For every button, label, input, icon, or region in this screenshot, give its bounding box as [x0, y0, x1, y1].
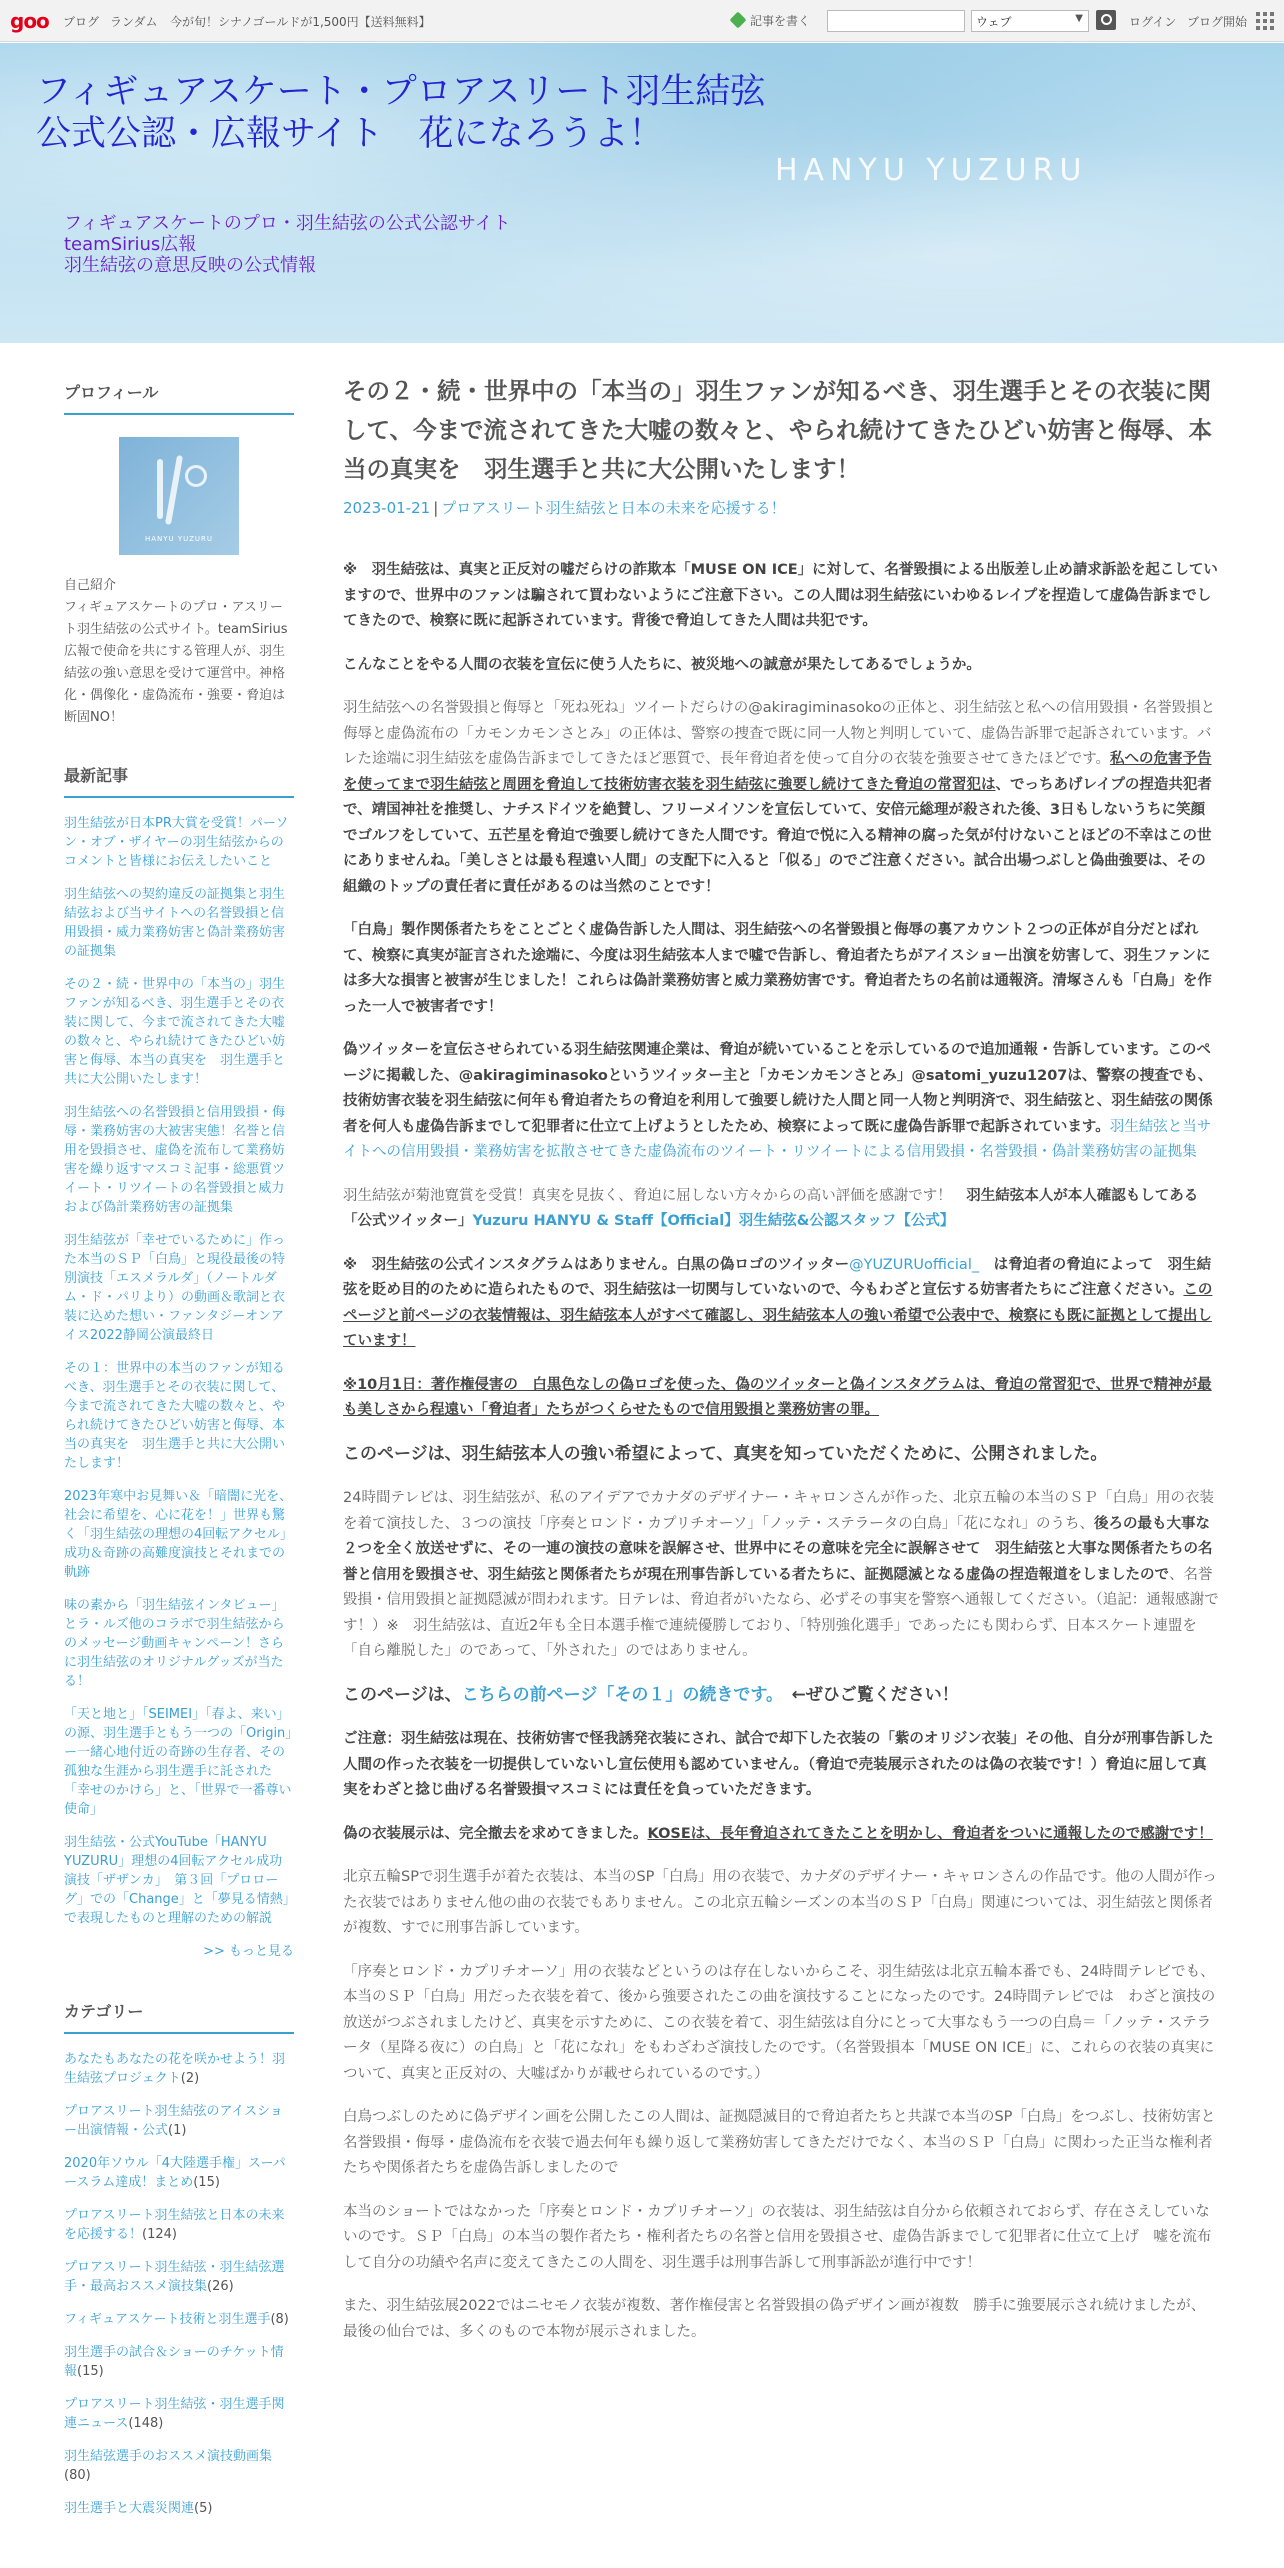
list-item — [64, 1103, 294, 1217]
emphasis-text: 偽ツイッターを宣伝させられている羽生結弦関連企業は、脅迫が続いていることを示しているので追加通報・告訴しています。このページに掲載した、@akiragiminasokoというツイッター主と「カモンカモンさとみ」@satomi_yuzu1207は、警察の捜査でも、技術妨害衣装を羽生結弦に何年も脅迫者たちの脅迫を利用して強要し続けた人間と同一人物と判明済で、羽生結弦と、羽生結弦の関係者を何人も虚偽告訴までして犯罪者に仕立て上げようとしたため、検察によって既に虚偽告訴罪で起訴されています。 — [343, 1042, 1213, 1135]
avatar-caption: HANYU YUZURU — [144, 535, 214, 543]
category-link[interactable]: 羽生選手と大震災関連 — [64, 2501, 195, 2516]
category-link[interactable]: プロアスリート羽生結弦・羽生選手関連ニュース — [64, 2397, 285, 2431]
list-item — [64, 1487, 294, 1582]
emphasis-heading: このページは、 — [343, 1684, 462, 1705]
list-item — [64, 1596, 294, 1691]
emphasis-heading: ←ぜひご覧ください！ — [774, 1684, 959, 1705]
list-item — [64, 2258, 294, 2296]
category-count: (1) — [168, 2123, 187, 2138]
body-text: 羽生結弦が菊池寛賞を受賞！真実を見抜く、脅迫に屈しない方々からの高い評価を感謝です！ — [343, 1187, 967, 1204]
emphasis-text: ご注意：羽生結弦は現在、技術妨害で怪我誘発衣装にされ、試合で却下した衣装の「紫のオリジン衣装」その他、自分が刑事告訴した人間の作った衣装を一切提供していないし宣伝使用も認めていません。（脅迫で売装展示されたのは偽の衣装です！）脅迫に屈して真実をわざと捻じ曲げる名誉毀損マスコミには責任を負っていただきます。 — [343, 1731, 1214, 1798]
category-count: (2) — [180, 2071, 200, 2086]
paragraph — [343, 1486, 1219, 1665]
paragraph — [343, 2200, 1219, 2277]
paragraph — [343, 1865, 1219, 1942]
profile-heading: プロフィール — [64, 380, 294, 415]
profile-text: 自己紹介 フィギュアスケートのプロ・アスリート羽生結弦の公式サイト。teamSirius広報で使命を共にする管理人が、羽生結弦の強い意思を受けて運営中。神格化・偶像化・虚偽流布・強要・脅迫は断固NO！ — [64, 578, 288, 725]
paragraph — [343, 1184, 1219, 1235]
notice-text: ※ 羽生結弦は、真実と正反対の嘘だらけの詐欺本「MUSE ON ICE」に対して、名誉毀損による出版差し止め請求訴訟を起こしていますので、世界中のファンは騙されて買わないようにご注意下さい。この人間は羽生結弦にいわゆるレイプを捏造して虚偽告訴までしてきたので、検察に既に起訴されています。背後で脅迫してきた人間は共犯です。 — [343, 562, 1218, 629]
search-scope-value: ウェブ — [976, 15, 1012, 29]
emphasis-text: このページと前ページの衣装情報は、羽生結弦本人がすべて確認し、羽生結弦本人の強い希望で公表中で、検察にも既に証拠として提出しています！ — [343, 1282, 1213, 1349]
official-twitter-link[interactable]: Yuzuru HANYU & Staff【Official】羽生結弦&公認スタッフ【公式】 — [472, 1213, 955, 1229]
header-description-2: teamSirius広報 — [64, 234, 197, 255]
evidence-link[interactable]: 羽生結弦と当サイトへの信用毀損・業務妨害を拡散させてきた虚偽流布のツイート・リツイートによる信用毀損・名誉毀損・偽計業務妨害の証拠集 — [343, 1118, 1212, 1160]
search-scope-select[interactable] — [971, 10, 1089, 32]
global-topbar — [0, 0, 1284, 42]
header-description-3: 羽生結弦の意思反映の公式情報 — [64, 255, 316, 276]
body-text: 羽生結弦への名誉毀損と侮辱と「死ね死ね」ツイートだらけの@akiragiminasokoの正体と、羽生結弦と私への信用毀損・名誉毀損と侮辱と虚偽流布の「カモンカモンさとみ」の正体は、警察の捜査で既に同一人物と判明していて、虚偽告訴罪で起訴されています。バレた途端に羽生結弦を虚偽告訴までしてきたほど悪質で、長年脅迫者を使って自分の衣装を強要させてきたほどです。 — [343, 700, 1216, 767]
category-link[interactable]: 羽生結弦選手のおススメ演技動画集 — [64, 2449, 273, 2464]
paragraph — [343, 2105, 1219, 2182]
recent-article-link[interactable]: 味の素から「羽生結弦インタビュー」とラ・ルズ他のコラボで羽生結弦からのメッセージ動画キャンペーン！さらに羽生結弦のオリジナルグッズが当たる！ — [64, 1598, 285, 1689]
recent-article-link[interactable]: その１：世界中の本当のファンが知るべき、羽生選手とその衣装に関して、今まで流されてきた大嘘の数々と、やられ続けてきたひどい妨害と侮辱、本当の真実を 羽生選手と共に大公開いたします！ — [64, 1361, 286, 1471]
previous-page-link[interactable]: こちらの前ページ「その１」の続きです。 — [461, 1684, 775, 1705]
post-date-link[interactable]: 2023-01-21 — [343, 499, 431, 517]
sidebar — [64, 380, 294, 2532]
emphasis-text: KOSEは、長年脅迫されてきたことを明かし、脅迫者をついに通報したので感謝です！ — [647, 1825, 1213, 1842]
category-count: (148) — [128, 2416, 164, 2431]
emphasis-text: 、でっちあげレイプの捏造共犯者で、靖国神社を推奨し、ナチスドイツを絶賛し、フリーメイソンを宣伝していて、安倍元総理が殺された後、3日もしないうちに笑顔でゴルフをしていて、五芒星を脅迫で強要し続けてきた人間です。脅迫で悦に入る精神の腐った気が付けないことほどの不幸はこの世にありませんね。「美しさとは最も程遠い人間」の支配下に入ると「似る」のでご注意ください。試合出場つぶしと偽曲強要は、その組織のトップの責任者に責任があるのは当然のことです！ — [343, 776, 1212, 895]
category-link[interactable]: プロアスリート羽生結弦と日本の未来を応援する！ — [64, 2208, 285, 2242]
list-item — [64, 1359, 294, 1473]
blog-header — [0, 43, 1284, 343]
recent-heading: 最新記事 — [64, 763, 294, 798]
category-list — [64, 2050, 294, 2518]
body-text: 24時間テレビは、羽生結弦が、私のアイデアでカナダのデザイナー・キャロンさんが作った、北京五輪の本当のＳＰ「白鳥」用の衣装を着て演技した、３つの演技「序奏とロンド・カプリチオーソ」「ノッテ・ステラータの白鳥」「花になれ」のうち、 — [343, 1490, 1215, 1532]
paragraph — [343, 1727, 1219, 1804]
article — [343, 372, 1219, 2345]
list-item — [64, 2447, 294, 2485]
write-article-label: 記事を書く — [750, 14, 811, 28]
recent-article-link[interactable]: その２・続・世界中の「本当の」羽生ファンが知るべき、羽生選手とその衣装に関して、今まで流されてきた大嘘の数々と、やられ続けてきたひどい妨害と侮辱、本当の真実を 羽生選手と共に大公開いたします！ — [64, 977, 286, 1087]
list-item — [64, 1705, 294, 1819]
paragraph — [343, 1038, 1219, 1166]
pen-icon — [730, 12, 747, 29]
emphasis-heading: このページは、羽生結弦本人の強い希望によって、真実を知っていただくために、公開されました。 — [343, 1443, 1108, 1464]
search-input[interactable] — [827, 10, 965, 32]
list-item — [64, 1231, 294, 1345]
category-count: (15) — [77, 2364, 104, 2379]
paragraph — [343, 1960, 1219, 2088]
list-item — [64, 2395, 294, 2433]
emphasis-text: 「白鳥」製作関係者たちをことごとく虚偽告訴した人間は、羽生結弦への名誉毀損と侮辱の裏アカウント２つの正体が自分だとばれて、検察に真実が証言された途端に、今度は羽生結弦本人まで嘘で告訴し、脅迫者たちがアイスショー出演を妨害して、羽生ファンには多大な損害と被害が生じました！これらは偽計業務妨害と威力業務妨害です。脅迫者たちの名前は通報済。清塚さんも「白鳥」を作った一人で被害者です！ — [343, 922, 1212, 1015]
post-category-link[interactable]: プロアスリート羽生結弦と日本の未来を応援する！ — [441, 499, 786, 517]
recent-article-link[interactable]: 羽生結弦が「幸せでいるために」作った本当のＳＰ「白鳥」と現役最後の特別演技「エスメラルダ」（ノートルダム・ド・パリより）の動画＆歌詞と衣装に込めた想い・ファンタジーオンアイス2022静岡公演最終日 — [64, 1233, 286, 1343]
body-text: また、羽生結弦展2022ではニセモノ衣装が複数、著作権侵害と名誉毀損の偽デザイン画が複数 勝手に強要展示され続けましたが、最後の仙台では、多くのもので本物が展示されました。 — [343, 2298, 1206, 2340]
emphasis-text: 偽の衣装展示は、完全撤去を求めてきました。 — [343, 1825, 648, 1842]
category-heading: カテゴリー — [64, 1999, 294, 2034]
emphasis-text: 私への危害予告を使ってまで羽生結弦と周囲を脅迫して技術妨害衣装を羽生結弦に強要し続けてきた脅迫の常習犯は — [343, 751, 1212, 793]
login-link[interactable]: ログイン — [1129, 15, 1177, 29]
more-articles-link[interactable]: >> もっと見る — [203, 1944, 294, 1959]
category-count: (15) — [193, 2175, 220, 2190]
emphasis-text: ※ 羽生結弦の公式インスタグラムはありません。白黒の偽ロゴのツイッター — [343, 1256, 850, 1273]
list-item — [64, 814, 294, 871]
body-text: 、名誉毀損・信用毀損と証拠隠滅が問われます。日テレは、脅迫者がいたなら、必ずその事実を警察へ通報してください。（追記：通報感謝です！）※ 羽生結弦は、直近2年も全日本選手権で連続優勝しており、「特別強化選手」であったにも関わらず、日本スケート連盟を「自ら離脱した」のであって、「外された」のではありません。 — [343, 1566, 1219, 1659]
paragraph — [343, 1373, 1219, 1424]
paragraph — [343, 918, 1219, 1020]
paragraph — [343, 2294, 1219, 2345]
category-count: (80) — [64, 2468, 91, 2483]
body-text: 「序奏とロンド・カプリチオーソ」用の衣装などというのは存在しないからこそ、羽生結弦は北京五輪本番でも、24時間テレビでも、本当のＳＰ「白鳥」用だった衣装を着て、後から強要されたこの曲を演技することになったのです。24時間テレビでは わざと演技の放送がつぶされましたけど、真実を示すために、この衣装を着て、羽生結弦は自分にとって大事なもう一つの白鳥＝「ノッテ・ステラータ（星降る夜に）の白鳥」と「花になれ」をもわざわざ演技したのです。（名誉毀損本「MUSE ON ICE」に、これらの衣装の真実について、真実と正反対の、大嘘ばかりが載せられているのです。） — [343, 1963, 1216, 2082]
paragraph — [343, 696, 1219, 900]
fake-account-link[interactable]: @YUZURUofficial_ — [849, 1256, 980, 1273]
paragraph — [343, 1683, 1219, 1710]
blog-start-link[interactable]: ブログ開始 — [1187, 15, 1248, 29]
list-item — [64, 885, 294, 961]
topbar-blog-link[interactable]: ブログ — [63, 15, 100, 29]
recent-article-link[interactable]: 羽生結弦・公式YouTube「HANYU YUZURU」理想の4回転アクセル成功演技「ザザンカ」 第３回「プロローグ」での「Change」と「夢見る情熱」で表現したものと理解のための解説 — [64, 1835, 290, 1926]
list-item — [64, 975, 294, 1089]
paragraph — [343, 1442, 1219, 1469]
apps-grid-icon[interactable] — [1256, 12, 1274, 30]
category-link[interactable]: フィギュアスケート技術と羽生選手 — [64, 2312, 271, 2327]
post-title: その２・続・世界中の「本当の」羽生ファンが知るべき、羽生選手とその衣装に関して、今まで流されてきた大嘘の数々と、やられ続けてきたひどい妨害と侮辱、本当の真実を 羽生選手と共に大公開いたします！ — [343, 377, 1213, 483]
paragraph — [343, 653, 1219, 679]
body-text: 白鳥つぶしのために偽デザイン画を公開したこの人間は、証拠隠滅目的で脅迫者たちと共謀で本当のSP「白鳥」をつぶし、技術妨害と名誉毀損・侮辱・虚偽流布を衣装で過去何年も繰り返して業務妨害してきただけでなく、本当のＳＰ「白鳥」に関わった正当な権利者たちや関係者たちを虚偽告訴しましたので — [343, 2109, 1216, 2176]
list-item — [64, 1833, 294, 1928]
category-link[interactable]: あなたもあなたの花を咲かせよう！羽生結弦プロジェクト — [64, 2052, 286, 2086]
list-item — [64, 2206, 294, 2244]
category-count: (5) — [194, 2501, 213, 2516]
topbar-random-link[interactable]: ランダム — [110, 15, 158, 29]
goo-logo[interactable]: goo — [10, 9, 49, 33]
list-item — [64, 2154, 294, 2192]
category-count: (124) — [142, 2227, 177, 2242]
category-link[interactable]: 2020年ソウル「4大陸選手権」スーパースラム達成！まとめ — [64, 2156, 286, 2190]
list-item — [64, 2102, 294, 2140]
category-link[interactable]: 羽生選手の試合＆ショーのチケット情報 — [64, 2345, 284, 2379]
list-item — [64, 2343, 294, 2381]
body-text: 本当のショートではなかった「序奏とロンド・カプリチオーソ」の衣装は、羽生結弦は自分から依頼されておらず、存在さえしていないのです。ＳＰ「白鳥」の本当の製作者たち・権利者たちの名誉と信用を毀損させ、虚偽告訴までして犯罪者に仕立て上げ 嘘を流布して自分の功績や名声に変えてきたこの人間を、羽生選手は刑事告訴して刑事訴訟が進行中です！ — [343, 2203, 1212, 2271]
recent-list — [64, 814, 294, 1928]
emphasis-text: 後ろの最も大事な２つを全く放送せずに、その一連の演技の意味を誤解させ、世界中にその意味を完全に誤解させて 羽生結弦と大事な関係者たちの名誉と信用を毀損させ、羽生結弦と関係者たちが現在刑事告訴している者たちに、証拠隠滅となる虚偽の捏造報道をしましたので — [343, 1515, 1213, 1583]
category-count: (8) — [270, 2312, 289, 2327]
site-title-line1[interactable]: フィギュアスケート・プロアスリート羽生結弦 — [36, 72, 766, 112]
post-meta: 2023-01-21 | プロアスリート羽生結弦と日本の未来を応援する！ — [343, 499, 786, 517]
body-text: 北京五輪SPで羽生選手が着た衣装は、本当のSP「白鳥」用の衣装で、カナダのデザイナー・キャロンさんの作品です。他の人間が作った衣装ではありません他の曲の衣装でもありません。この北京五輪シーズンの本当のＳＰ「白鳥」関連については、羽生結弦と関係者が複数、すでに刑事告訴しています。 — [343, 1869, 1217, 1936]
category-link[interactable]: プロアスリート羽生結弦・羽生結弦選手・最高おススメ演技集 — [64, 2260, 285, 2294]
emphasis-text: ※10月1日：著作権侵害の 白黒色なしの偽ロゴを使った、偽のツイッターと偽インスタグラムは、脅迫の常習犯で、世界で精神が最も美しさから程遠い「脅迫者」たちがつくらせたもので信用毀損と業務妨害の罪。 — [343, 1376, 1212, 1418]
list-item — [64, 2050, 294, 2088]
paragraph — [343, 558, 1219, 635]
list-item — [64, 2499, 294, 2518]
recent-article-link[interactable]: 2023年寒中お見舞い＆「暗闇に光を、社会に希望を、心に花を！」世界も驚く「羽生結弦の理想の4回転アクセル」成功＆奇跡の高難度演技とそれまでの軌跡 — [64, 1489, 293, 1580]
chevron-down-icon: ▼ — [1075, 13, 1083, 24]
paragraph — [343, 1822, 1219, 1848]
emphasis-text: 羽生結弦本人が本人確認もしてある「公式ツイッター」 — [343, 1187, 1199, 1229]
list-item — [64, 2310, 294, 2329]
site-title-line2[interactable]: 公式公認・広報サイト 花になろうよ！ — [36, 114, 664, 154]
notice-text: こんなことをやる人間の衣装を宣伝に使う人たちに、被災地への誠意が果たしてあるでしょうか。 — [343, 656, 981, 673]
header-description-1: フィギュアスケートのプロ・羽生結弦の公式公認サイト — [64, 213, 511, 234]
recent-article-link[interactable]: 羽生結弦への契約違反の証拠集と羽生結弦および当サイトへの名誉毀損と信用毀損・威力業務妨害と偽計業務妨害の証拠集 — [64, 887, 286, 959]
topbar-promo-link[interactable]: 今が旬！シナノゴールドが1,500円【送料無料】 — [170, 15, 431, 29]
recent-article-link[interactable]: 「天と地と」「SEIMEI」「春よ、来い」の源、羽生選手ともう一つの「Origin」ー一緒心地付近の奇跡の生存者、その孤独な生涯から羽生選手に託された「幸せのかけら」と、「世界で一番尊い使命」 — [64, 1707, 292, 1817]
write-article-button[interactable] — [732, 12, 810, 29]
search-icon[interactable] — [1096, 10, 1116, 30]
category-link[interactable]: プロアスリート羽生結弦のアイスショー出演情報・公式 — [64, 2104, 283, 2138]
header-brand-text: HANYU YUZURU — [775, 153, 1088, 188]
recent-article-link[interactable]: 羽生結弦への名誉毀損と信用毀損・侮辱・業務妨害の大被害実態！名誉と信用を毀損させ、虚偽を流布して業務妨害を繰り返すマスコミ記事・総悪質ツイート・リツイートの名誉毀損と威力および偽計業務妨害の証拠集 — [64, 1105, 286, 1215]
emphasis-text: は脅迫者の脅迫によって 羽生結弦を貶め目的のために造られたもので、羽生結弦は一切関与していないので、今もわざと宣伝する妨害者たちにご注意ください。 — [343, 1256, 1212, 1298]
category-count: (26) — [207, 2279, 234, 2294]
recent-article-link[interactable]: 羽生結弦が日本PR大賞を受賞！パーソン・オブ・ザイヤーの羽生結弦からのコメントと皆様にお伝えしたいこと — [64, 816, 289, 869]
avatar[interactable] — [119, 437, 239, 555]
paragraph — [343, 1253, 1219, 1355]
